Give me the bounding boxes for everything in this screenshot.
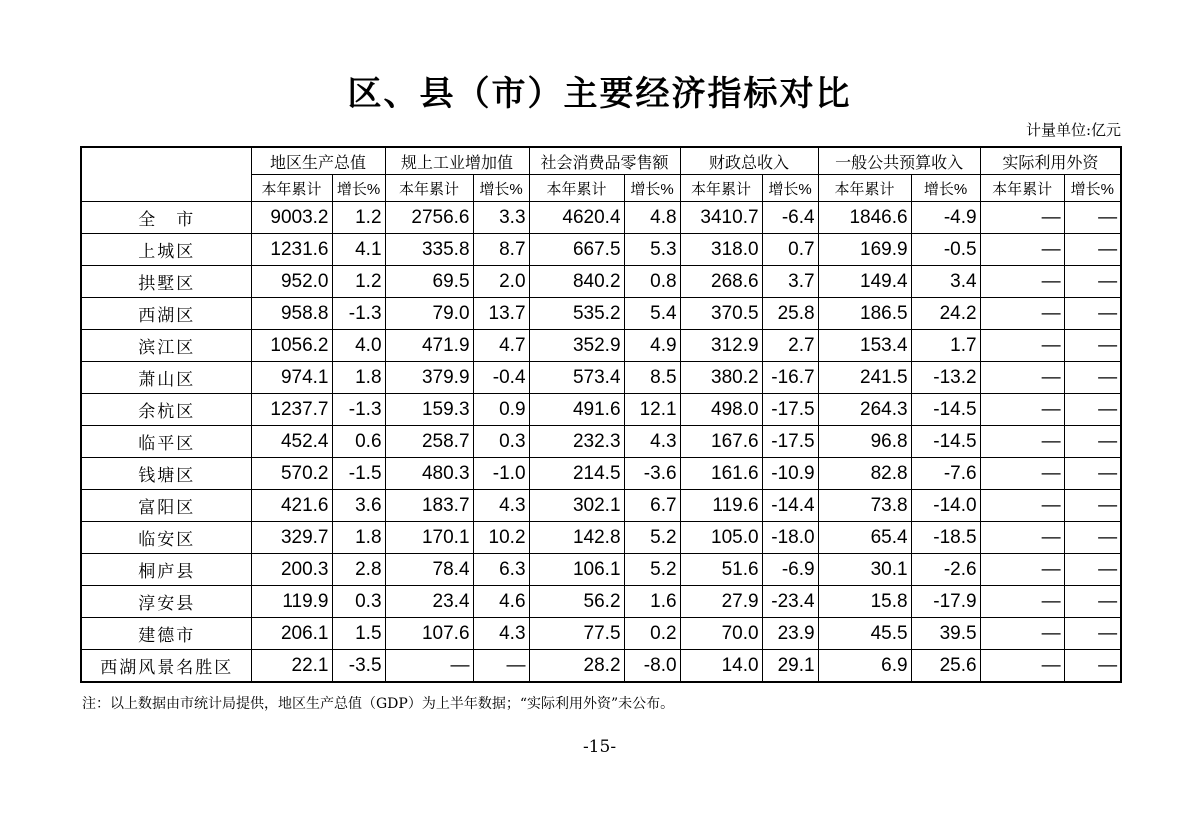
value-cell: 73.8: [818, 490, 911, 522]
value-cell: -1.3: [332, 298, 385, 330]
value-cell: 0.6: [332, 426, 385, 458]
region-name: 富阳区: [81, 490, 251, 522]
value-cell: 421.6: [251, 490, 332, 522]
value-cell: 169.9: [818, 234, 911, 266]
table-row: [81, 650, 1121, 683]
table-row: [81, 458, 1121, 490]
value-cell: 379.9: [385, 362, 473, 394]
value-cell: —: [980, 522, 1064, 554]
value-cell: 29.1: [762, 650, 818, 683]
value-cell: —: [980, 426, 1064, 458]
value-cell: 2.8: [332, 554, 385, 586]
value-cell: 27.9: [680, 586, 762, 618]
value-cell: 183.7: [385, 490, 473, 522]
value-cell: -4.9: [911, 202, 980, 234]
value-cell: —: [1064, 618, 1121, 650]
value-cell: —: [980, 554, 1064, 586]
value-cell: 96.8: [818, 426, 911, 458]
footnote: 注：以上数据由市统计局提供，地区生产总值（GDP）为上半年数据；“实际利用外资”未公布。: [82, 696, 675, 712]
region-name: 西湖区: [81, 298, 251, 330]
value-cell: —: [1064, 426, 1121, 458]
table-row: [81, 426, 1121, 458]
region-name: 余杭区: [81, 394, 251, 426]
value-cell: 77.5: [529, 618, 624, 650]
value-cell: 186.5: [818, 298, 911, 330]
value-cell: 2.0: [473, 266, 529, 298]
group-header: 财政总收入: [680, 147, 818, 175]
value-cell: 45.5: [818, 618, 911, 650]
value-cell: -1.3: [332, 394, 385, 426]
value-cell: —: [1064, 586, 1121, 618]
value-cell: —: [1064, 554, 1121, 586]
sub-header: 增长%: [473, 175, 529, 202]
value-cell: 0.2: [624, 618, 680, 650]
value-cell: 3.6: [332, 490, 385, 522]
value-cell: 4.8: [624, 202, 680, 234]
value-cell: —: [473, 650, 529, 683]
value-cell: -17.5: [762, 426, 818, 458]
group-header: 规上工业增加值: [385, 147, 529, 175]
value-cell: 4.3: [473, 490, 529, 522]
value-cell: —: [1064, 330, 1121, 362]
value-cell: -1.5: [332, 458, 385, 490]
value-cell: -17.9: [911, 586, 980, 618]
value-cell: -14.5: [911, 426, 980, 458]
value-cell: —: [1064, 522, 1121, 554]
value-cell: 840.2: [529, 266, 624, 298]
value-cell: -8.0: [624, 650, 680, 683]
value-cell: 2.7: [762, 330, 818, 362]
value-cell: 0.7: [762, 234, 818, 266]
value-cell: 119.6: [680, 490, 762, 522]
value-cell: —: [980, 618, 1064, 650]
value-cell: 352.9: [529, 330, 624, 362]
value-cell: 13.7: [473, 298, 529, 330]
region-name: 桐庐县: [81, 554, 251, 586]
region-name: 全 市: [81, 202, 251, 234]
value-cell: 1.2: [332, 266, 385, 298]
value-cell: -13.2: [911, 362, 980, 394]
group-header: 地区生产总值: [251, 147, 385, 175]
value-cell: 268.6: [680, 266, 762, 298]
sub-header: 本年累计: [251, 175, 332, 202]
table-row: [81, 554, 1121, 586]
sub-header: 本年累计: [529, 175, 624, 202]
value-cell: 6.7: [624, 490, 680, 522]
value-cell: 974.1: [251, 362, 332, 394]
region-name: 滨江区: [81, 330, 251, 362]
value-cell: 302.1: [529, 490, 624, 522]
value-cell: 28.2: [529, 650, 624, 683]
value-cell: 159.3: [385, 394, 473, 426]
value-cell: —: [980, 394, 1064, 426]
region-name: 淳安县: [81, 586, 251, 618]
value-cell: 667.5: [529, 234, 624, 266]
value-cell: 491.6: [529, 394, 624, 426]
sub-header: 增长%: [332, 175, 385, 202]
value-cell: 24.2: [911, 298, 980, 330]
value-cell: 56.2: [529, 586, 624, 618]
value-cell: 65.4: [818, 522, 911, 554]
value-cell: 535.2: [529, 298, 624, 330]
value-cell: 4.1: [332, 234, 385, 266]
value-cell: 1.8: [332, 522, 385, 554]
group-header: 一般公共预算收入: [818, 147, 980, 175]
table-row: [81, 330, 1121, 362]
value-cell: -23.4: [762, 586, 818, 618]
value-cell: 23.9: [762, 618, 818, 650]
value-cell: -1.0: [473, 458, 529, 490]
group-header: 社会消费品零售额: [529, 147, 680, 175]
value-cell: -14.5: [911, 394, 980, 426]
value-cell: 4620.4: [529, 202, 624, 234]
table-row: [81, 266, 1121, 298]
value-cell: —: [980, 362, 1064, 394]
value-cell: —: [980, 266, 1064, 298]
region-name: 临安区: [81, 522, 251, 554]
value-cell: -18.5: [911, 522, 980, 554]
value-cell: 30.1: [818, 554, 911, 586]
value-cell: 70.0: [680, 618, 762, 650]
value-cell: 952.0: [251, 266, 332, 298]
table-row: [81, 586, 1121, 618]
value-cell: 107.6: [385, 618, 473, 650]
value-cell: 105.0: [680, 522, 762, 554]
table-row: [81, 394, 1121, 426]
value-cell: 5.3: [624, 234, 680, 266]
indicator-table: [80, 146, 1122, 683]
value-cell: 153.4: [818, 330, 911, 362]
value-cell: 3410.7: [680, 202, 762, 234]
value-cell: 1.2: [332, 202, 385, 234]
value-cell: 232.3: [529, 426, 624, 458]
value-cell: 4.6: [473, 586, 529, 618]
sub-header: 增长%: [762, 175, 818, 202]
value-cell: 0.3: [332, 586, 385, 618]
value-cell: —: [980, 298, 1064, 330]
value-cell: -2.6: [911, 554, 980, 586]
value-cell: -0.5: [911, 234, 980, 266]
value-cell: 8.7: [473, 234, 529, 266]
sub-header: 本年累计: [385, 175, 473, 202]
table-row: [81, 202, 1121, 234]
value-cell: -17.5: [762, 394, 818, 426]
value-cell: 5.2: [624, 554, 680, 586]
table-row: [81, 362, 1121, 394]
value-cell: 241.5: [818, 362, 911, 394]
value-cell: -7.6: [911, 458, 980, 490]
region-name: 萧山区: [81, 362, 251, 394]
value-cell: 82.8: [818, 458, 911, 490]
value-cell: 498.0: [680, 394, 762, 426]
value-cell: 79.0: [385, 298, 473, 330]
sub-header: 本年累计: [818, 175, 911, 202]
value-cell: 9003.2: [251, 202, 332, 234]
value-cell: —: [1064, 266, 1121, 298]
value-cell: 2756.6: [385, 202, 473, 234]
value-cell: 161.6: [680, 458, 762, 490]
value-cell: —: [1064, 234, 1121, 266]
sub-header: 增长%: [1064, 175, 1121, 202]
region-name: 临平区: [81, 426, 251, 458]
value-cell: 25.6: [911, 650, 980, 683]
value-cell: -3.6: [624, 458, 680, 490]
group-header: 实际利用外资: [980, 147, 1121, 175]
value-cell: 5.4: [624, 298, 680, 330]
value-cell: 149.4: [818, 266, 911, 298]
value-cell: 1846.6: [818, 202, 911, 234]
table-row: [81, 522, 1121, 554]
value-cell: 318.0: [680, 234, 762, 266]
value-cell: 573.4: [529, 362, 624, 394]
value-cell: 3.4: [911, 266, 980, 298]
value-cell: 8.5: [624, 362, 680, 394]
value-cell: 167.6: [680, 426, 762, 458]
value-cell: -6.4: [762, 202, 818, 234]
value-cell: 471.9: [385, 330, 473, 362]
value-cell: 329.7: [251, 522, 332, 554]
value-cell: —: [1064, 202, 1121, 234]
sub-header: 增长%: [624, 175, 680, 202]
value-cell: 23.4: [385, 586, 473, 618]
value-cell: 1.5: [332, 618, 385, 650]
region-name: 钱塘区: [81, 458, 251, 490]
value-cell: —: [1064, 490, 1121, 522]
value-cell: 214.5: [529, 458, 624, 490]
page-number: -15-: [582, 737, 617, 757]
value-cell: 312.9: [680, 330, 762, 362]
value-cell: 25.8: [762, 298, 818, 330]
value-cell: —: [980, 650, 1064, 683]
value-cell: —: [385, 650, 473, 683]
value-cell: 0.9: [473, 394, 529, 426]
value-cell: 1.7: [911, 330, 980, 362]
region-name: 上城区: [81, 234, 251, 266]
value-cell: 6.9: [818, 650, 911, 683]
value-cell: 4.3: [473, 618, 529, 650]
value-cell: 69.5: [385, 266, 473, 298]
value-cell: 200.3: [251, 554, 332, 586]
value-cell: —: [980, 586, 1064, 618]
value-cell: 4.7: [473, 330, 529, 362]
value-cell: 1.6: [624, 586, 680, 618]
value-cell: 6.3: [473, 554, 529, 586]
sub-header: 本年累计: [980, 175, 1064, 202]
sub-header: 增长%: [911, 175, 980, 202]
value-cell: 4.3: [624, 426, 680, 458]
sub-header: 本年累计: [680, 175, 762, 202]
region-name: 建德市: [81, 618, 251, 650]
value-cell: 51.6: [680, 554, 762, 586]
value-cell: 570.2: [251, 458, 332, 490]
table-body: [81, 202, 1121, 683]
value-cell: -18.0: [762, 522, 818, 554]
value-cell: 480.3: [385, 458, 473, 490]
value-cell: 119.9: [251, 586, 332, 618]
value-cell: —: [1064, 362, 1121, 394]
value-cell: 0.8: [624, 266, 680, 298]
value-cell: —: [980, 490, 1064, 522]
value-cell: -0.4: [473, 362, 529, 394]
value-cell: 206.1: [251, 618, 332, 650]
value-cell: —: [980, 234, 1064, 266]
value-cell: —: [1064, 298, 1121, 330]
value-cell: 0.3: [473, 426, 529, 458]
value-cell: 78.4: [385, 554, 473, 586]
value-cell: 5.2: [624, 522, 680, 554]
value-cell: 14.0: [680, 650, 762, 683]
value-cell: —: [1064, 394, 1121, 426]
table-row: [81, 234, 1121, 266]
table-row: [81, 618, 1121, 650]
unit-label: 计量单位:亿元: [1025, 121, 1121, 139]
value-cell: 264.3: [818, 394, 911, 426]
region-header-cell: [81, 147, 251, 202]
value-cell: —: [980, 458, 1064, 490]
value-cell: —: [1064, 650, 1121, 683]
value-cell: 39.5: [911, 618, 980, 650]
value-cell: —: [980, 202, 1064, 234]
value-cell: 1.8: [332, 362, 385, 394]
value-cell: 335.8: [385, 234, 473, 266]
value-cell: 10.2: [473, 522, 529, 554]
region-name: 西湖风景名胜区: [81, 650, 251, 683]
value-cell: -3.5: [332, 650, 385, 683]
value-cell: 1231.6: [251, 234, 332, 266]
value-cell: 170.1: [385, 522, 473, 554]
value-cell: 15.8: [818, 586, 911, 618]
value-cell: 22.1: [251, 650, 332, 683]
group-header-row: [81, 147, 1121, 175]
value-cell: 258.7: [385, 426, 473, 458]
value-cell: 452.4: [251, 426, 332, 458]
value-cell: 1237.7: [251, 394, 332, 426]
value-cell: -14.4: [762, 490, 818, 522]
value-cell: 3.7: [762, 266, 818, 298]
value-cell: -10.9: [762, 458, 818, 490]
value-cell: -6.9: [762, 554, 818, 586]
value-cell: —: [980, 330, 1064, 362]
value-cell: 380.2: [680, 362, 762, 394]
table-row: [81, 490, 1121, 522]
region-name: 拱墅区: [81, 266, 251, 298]
value-cell: 4.0: [332, 330, 385, 362]
value-cell: —: [1064, 458, 1121, 490]
value-cell: 3.3: [473, 202, 529, 234]
value-cell: 142.8: [529, 522, 624, 554]
value-cell: -16.7: [762, 362, 818, 394]
value-cell: -14.0: [911, 490, 980, 522]
value-cell: 370.5: [680, 298, 762, 330]
value-cell: 1056.2: [251, 330, 332, 362]
value-cell: 12.1: [624, 394, 680, 426]
page-title: 区、县（市）主要经济指标对比: [347, 74, 852, 114]
value-cell: 4.9: [624, 330, 680, 362]
value-cell: 958.8: [251, 298, 332, 330]
table-row: [81, 298, 1121, 330]
value-cell: 106.1: [529, 554, 624, 586]
